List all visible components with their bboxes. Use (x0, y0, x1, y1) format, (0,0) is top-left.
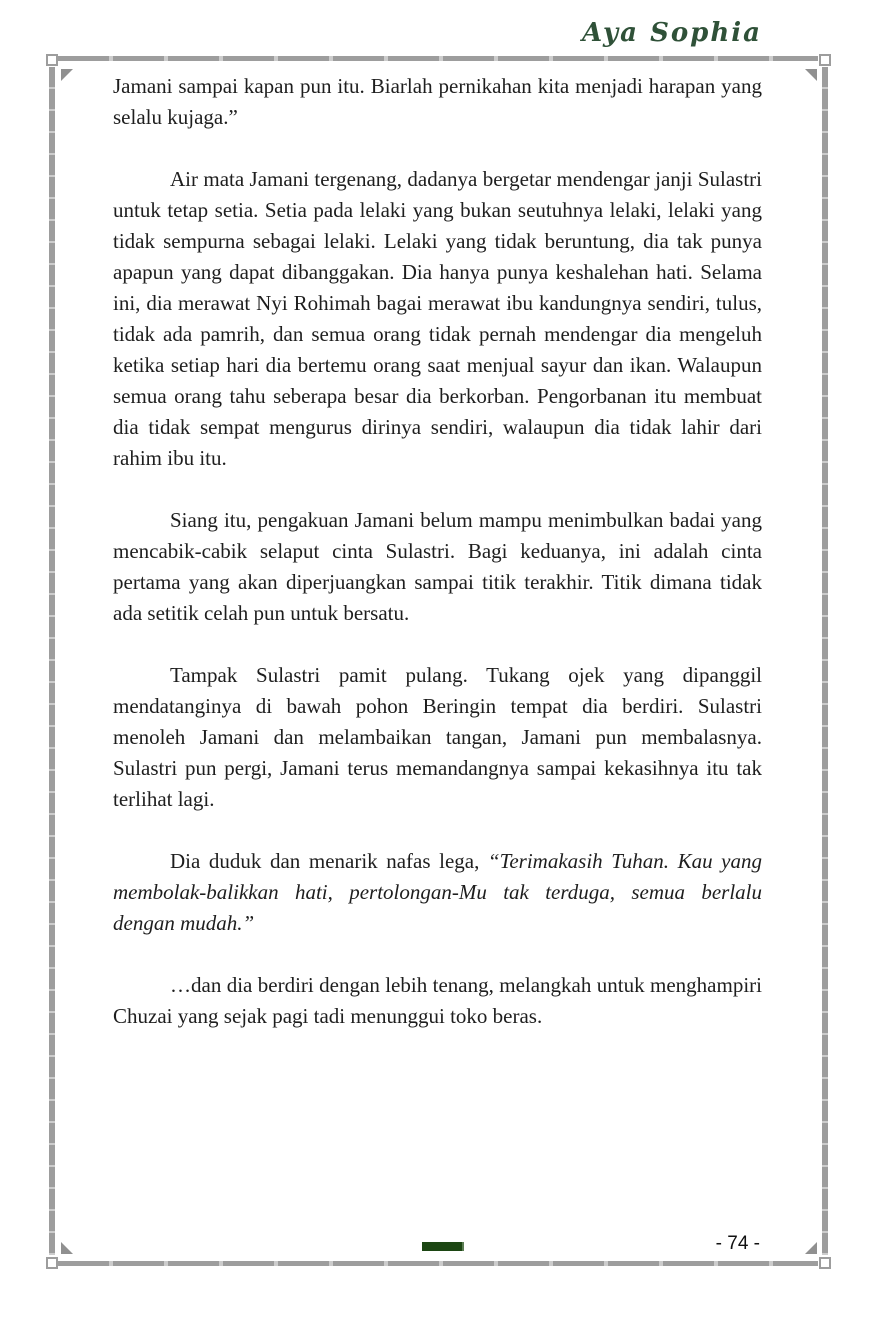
border-right-bar (822, 67, 828, 1255)
corner-square-bottom-left (46, 1257, 58, 1269)
corner-triangle-top-left-icon (61, 69, 73, 81)
paragraph-3 (113, 505, 762, 629)
paragraph-3-text: Siang itu, pengakuan Jamani belum mampu menimbulkan badai yang mencabik-cabik selaput cinta Sulastri. Bagi keduanya, ini adalah cinta pertama yang akan diperjuangkan sampai titik terakhir. Titik dimana tidak ada setitik celah pun untuk bersatu. (113, 508, 762, 625)
page-body-text (113, 71, 762, 1063)
corner-triangle-bottom-left-icon (61, 1242, 73, 1254)
corner-square-top-left (46, 54, 58, 66)
corner-square-top-right (819, 54, 831, 66)
paragraph-4-text: Tampak Sulastri pamit pulang. Tukang ojek yang dipanggil mendatanginya di bawah pohon Beringin tempat dia berdiri. Sulastri menoleh Jamani dan melambaikan tangan, Jamani pun membalasnya. Sulastri pun pergi, Jamani terus memandangnya sampai kekasihnya itu tak terlihat lagi. (113, 663, 762, 811)
paragraph-5 (113, 846, 762, 939)
paragraph-2 (113, 164, 762, 474)
corner-triangle-top-right-icon (805, 69, 817, 81)
page-number: - 74 - (715, 1233, 760, 1254)
corner-triangle-bottom-right-icon (805, 1242, 817, 1254)
paragraph-1 (113, 71, 762, 133)
page-header-title: Aya Sophia (581, 18, 762, 48)
paragraph-6 (113, 970, 762, 1032)
border-bottom-bar (58, 1261, 818, 1266)
paragraph-4 (113, 660, 762, 815)
paragraph-2-text: Air mata Jamani tergenang, dadanya bergetar mendengar janji Sulastri untuk tetap setia. Setia pada lelaki yang bukan seutuhnya lelaki, lelaki yang tidak sempurna sebagai lelaki. Lelaki yang tidak beruntung, dia tak punya apapun yang dapat dibanggakan. Dia hanya punya keshalehan hati. Selama ini, dia merawat Nyi Rohimah bagai merawat ibu kandungnya sendiri, tulus, tidak ada pamrih, dan semua orang tidak pernah mendengar dia mengeluh ketika setiap hari dia bertemu orang saat menjual sayur dan ikan. Walaupun semua orang tahu seberapa besar dia berkorban. Pengorbanan itu membuat dia tidak sempat mengurus dirinya sendiri, walaupun dia tidak lahir dari rahim ibu itu. (113, 167, 762, 470)
paragraph-1-text: Jamani sampai kapan pun itu. Biarlah pernikahan kita menjadi harapan yang selalu kujaga.” (113, 74, 762, 129)
border-left-bar (49, 67, 55, 1255)
paragraph-6-text: …dan dia berdiri dengan lebih tenang, melangkah untuk menghampiri Chuzai yang sejak pagi tadi menunggui toko beras. (113, 973, 762, 1028)
paragraph-5-text: Dia duduk dan menarik nafas lega, (170, 849, 488, 873)
paragraph-5-quote-text: “Terimakasih Tuhan. Kau yang membolak-balikkan hati, pertolongan-Mu tak terduga, semua berlalu dengan mudah.” (113, 849, 762, 935)
section-end-marker (422, 1242, 464, 1251)
corner-square-bottom-right (819, 1257, 831, 1269)
border-top-bar (58, 56, 818, 61)
